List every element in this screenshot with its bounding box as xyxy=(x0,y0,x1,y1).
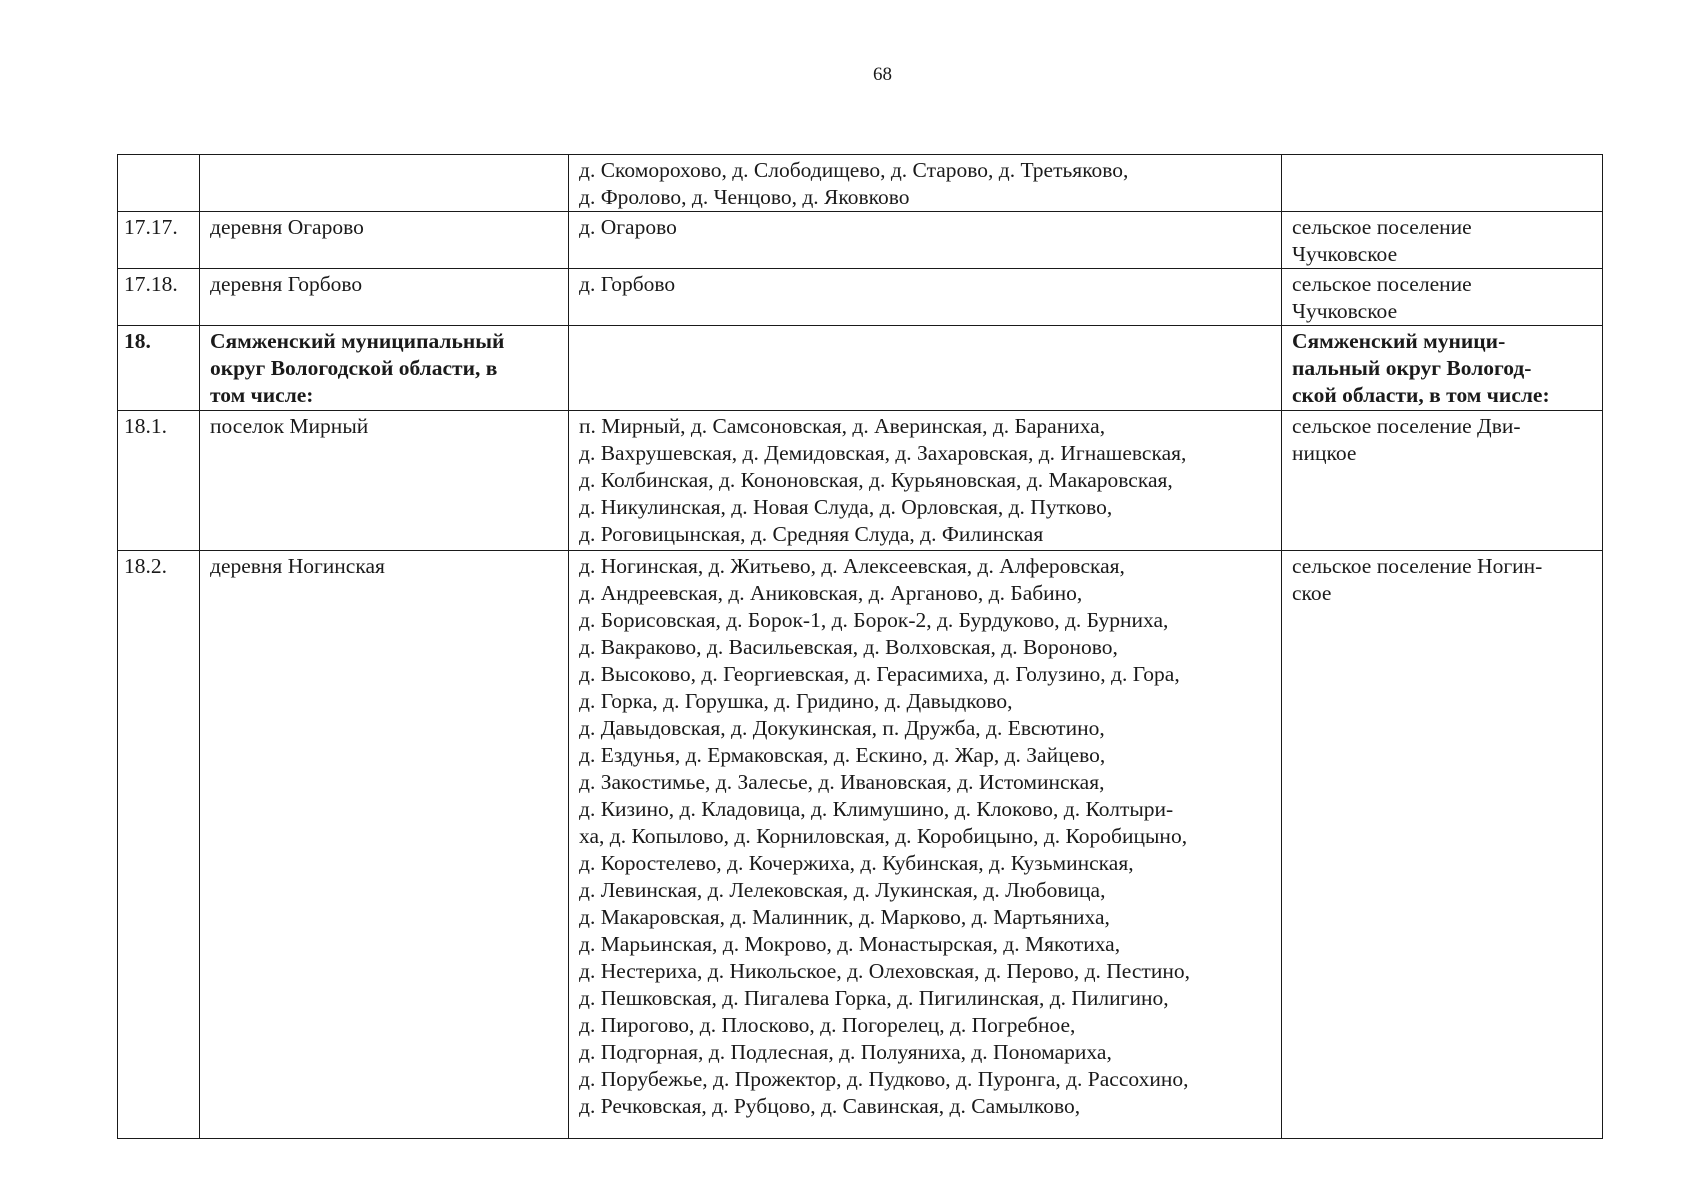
locality-line: округ Вологодской области, в xyxy=(210,356,498,380)
row-number: 17.18. xyxy=(118,269,200,326)
settlement-line: ское xyxy=(1292,581,1332,605)
village-line: д. Огарово xyxy=(579,215,677,239)
settlement-name xyxy=(1282,269,1603,326)
locality-line: деревня Ногинская xyxy=(210,554,385,578)
village-line: д. Скоморохово, д. Слободищево, д. Старово, д. Третьяково, xyxy=(579,158,1129,182)
village-line: д. Кизино, д. Кладовица, д. Климушино, д. Клоково, д. Колтыри- xyxy=(579,797,1174,821)
settlement-line: Чучковское xyxy=(1292,299,1398,323)
settlement-name xyxy=(1282,212,1603,269)
village-line: д. Марьинская, д. Мокрово, д. Монастырская, д. Мякотиха, xyxy=(579,932,1121,956)
settlement-line: Чучковское xyxy=(1292,242,1398,266)
village-list xyxy=(569,551,1282,1139)
settlement-line: сельское поселение xyxy=(1292,215,1472,239)
locality-line: поселок Мирный xyxy=(210,414,369,438)
village-line: д. Роговицынская, д. Средняя Слуда, д. Филинская xyxy=(579,522,1044,546)
village-line: ха, д. Копылово, д. Корниловская, д. Коробицыно, д. Коробицыно, xyxy=(579,824,1188,848)
village-line: п. Мирный, д. Самсоновская, д. Аверинская, д. Бараниха, xyxy=(579,414,1106,438)
village-line: д. Никулинская, д. Новая Слуда, д. Орловская, д. Путково, xyxy=(579,495,1113,519)
settlement-name xyxy=(1282,411,1603,551)
village-line: д. Ездунья, д. Ермаковская, д. Ескино, д. Жар, д. Зайцево, xyxy=(579,743,1106,767)
village-line: д. Левинская, д. Лелековская, д. Лукинская, д. Любовица, xyxy=(579,878,1106,902)
locality-line: деревня Огарово xyxy=(210,215,364,239)
village-line: д. Горбово xyxy=(579,272,676,296)
table-row xyxy=(118,212,1603,269)
village-line: д. Пешковская, д. Пигалева Горка, д. Пигилинская, д. Пилигино, xyxy=(579,986,1169,1010)
settlement-line: сельское поселение Ногин- xyxy=(1292,554,1543,578)
village-line: д. Андреевская, д. Аниковская, д. Арганово, д. Бабино, xyxy=(579,581,1083,605)
settlement-line: сельское поселение xyxy=(1292,272,1472,296)
village-line: д. Пирогово, д. Плосково, д. Погорелец, д. Погребное, xyxy=(579,1013,1076,1037)
village-line: д. Макаровская, д. Малинник, д. Марково, д. Мартьяниха, xyxy=(579,905,1110,929)
village-line: д. Вахрушевская, д. Демидовская, д. Захаровская, д. Игнашевская, xyxy=(579,441,1187,465)
settlement-name xyxy=(1282,155,1603,212)
row-number xyxy=(118,155,200,212)
settlement-line: сельское поселение Дви- xyxy=(1292,414,1521,438)
settlement-line: Сямженский муници- xyxy=(1292,329,1506,353)
locality-name xyxy=(200,212,569,269)
village-list xyxy=(569,155,1282,212)
table-body xyxy=(118,155,1603,1139)
table-row xyxy=(118,155,1603,212)
settlement-name xyxy=(1282,326,1603,411)
village-line: д. Борисовская, д. Борок-1, д. Борок-2, д. Бурдуково, д. Бурниха, xyxy=(579,608,1169,632)
village-line: д. Ногинская, д. Житьево, д. Алексеевская, д. Алферовская, xyxy=(579,554,1125,578)
village-line: д. Колбинская, д. Кононовская, д. Курьяновская, д. Макаровская, xyxy=(579,468,1173,492)
page-number: 68 xyxy=(873,64,892,85)
table-row xyxy=(118,326,1603,411)
village-line: д. Коростелево, д. Кочержиха, д. Кубинская, д. Кузьминская, xyxy=(579,851,1134,875)
row-number: 18.1. xyxy=(118,411,200,551)
locality-line: Сямженский муниципальный xyxy=(210,329,505,353)
locality-name xyxy=(200,551,569,1139)
row-number: 18.2. xyxy=(118,551,200,1139)
locality-name xyxy=(200,269,569,326)
settlement-line: ской области, в том числе: xyxy=(1292,383,1550,407)
village-line: д. Речковская, д. Рубцово, д. Савинская, д. Самылково, xyxy=(579,1094,1081,1118)
row-number: 18. xyxy=(118,326,200,411)
village-line: д. Высоково, д. Георгиевская, д. Герасимиха, д. Голузино, д. Гора, xyxy=(579,662,1180,686)
village-line: д. Вакраково, д. Васильевская, д. Волховская, д. Вороново, xyxy=(579,635,1118,659)
village-line: д. Фролово, д. Ченцово, д. Яковково xyxy=(579,185,910,209)
locality-line: том числе: xyxy=(210,383,314,407)
village-list xyxy=(569,212,1282,269)
locality-name xyxy=(200,326,569,411)
village-line: д. Закостимье, д. Залесье, д. Ивановская, д. Истоминская, xyxy=(579,770,1105,794)
village-line: д. Нестериха, д. Никольское, д. Олеховская, д. Перово, д. Пестино, xyxy=(579,959,1190,983)
settlement-line: пальный округ Вологод- xyxy=(1292,356,1532,380)
settlements-table xyxy=(117,154,1603,1139)
village-line: д. Порубежье, д. Прожектор, д. Пудково, д. Пуронга, д. Рассохино, xyxy=(579,1067,1189,1091)
row-number: 17.17. xyxy=(118,212,200,269)
table-row xyxy=(118,551,1603,1139)
locality-name xyxy=(200,155,569,212)
settlement-line: ницкое xyxy=(1292,441,1357,465)
village-line: д. Давыдовская, д. Докукинская, п. Дружба, д. Евсютино, xyxy=(579,716,1105,740)
table-row xyxy=(118,411,1603,551)
locality-line: деревня Горбово xyxy=(210,272,363,296)
settlement-name xyxy=(1282,551,1603,1139)
village-list xyxy=(569,411,1282,551)
table-row xyxy=(118,269,1603,326)
village-list xyxy=(569,269,1282,326)
village-list xyxy=(569,326,1282,411)
locality-name xyxy=(200,411,569,551)
village-line: д. Подгорная, д. Подлесная, д. Полуяниха, д. Пономариха, xyxy=(579,1040,1112,1064)
village-line: д. Горка, д. Горушка, д. Гридино, д. Давыдково, xyxy=(579,689,1013,713)
